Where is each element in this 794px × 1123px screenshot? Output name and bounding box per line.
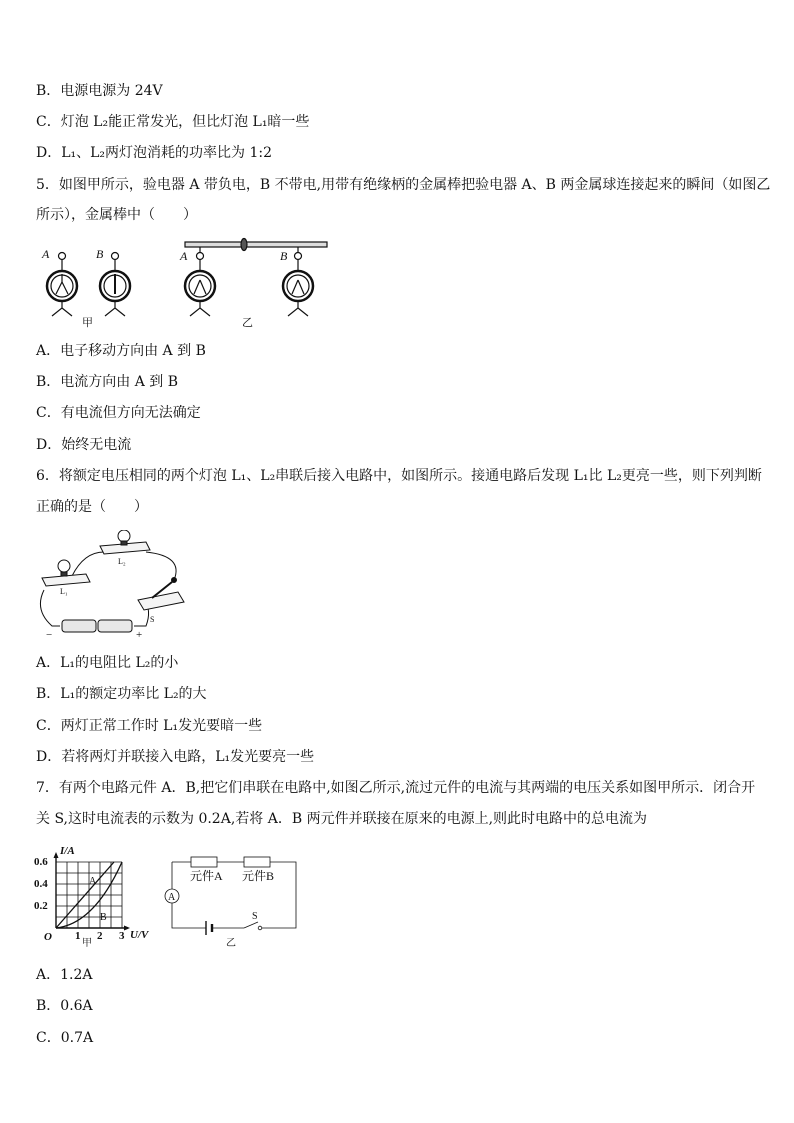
wire-left bbox=[40, 590, 60, 626]
element-b bbox=[244, 857, 270, 867]
option-d-q5: D．始终无电流 bbox=[36, 437, 132, 453]
label-b-jia: B bbox=[96, 247, 104, 261]
x-axis-label: U/V bbox=[130, 929, 149, 941]
question-7-line1: 7．有两个电路元件 A．B,把它们串联在电路中,如图乙所示,流过元件的电流与其两端的电压关系如图甲所示．闭合开 bbox=[36, 780, 756, 796]
figure-6-circuit bbox=[34, 530, 194, 642]
switch-base bbox=[138, 592, 184, 610]
ytick-0-2: 0.2 bbox=[34, 900, 48, 912]
label-a-jia: A bbox=[42, 247, 50, 261]
curve-a-label: A bbox=[89, 876, 97, 887]
question-6-line2: 正确的是（ ） bbox=[36, 499, 148, 515]
option-b-q7: B．0.6A bbox=[36, 998, 93, 1014]
question-6-line1: 6．将额定电压相同的两个灯泡 L₁、L₂串联后接入电路中，如图所示。接通电路后发现 L₁比 L₂更亮一些，则下列判断 bbox=[36, 468, 762, 484]
option-d-q4: D．L₁、L₂两灯泡消耗的功率比为 1:2 bbox=[36, 145, 273, 161]
caption-jia: 甲 bbox=[82, 317, 93, 328]
caption-yi: 乙 bbox=[242, 317, 253, 328]
option-c-q5: C．有电流但方向无法确定 bbox=[36, 405, 201, 421]
option-c-q7: C．0.7A bbox=[36, 1030, 94, 1046]
question-7-line2: 关 S,这时电流表的示数为 0.2A,若将 A．B 两元件并联接在原来的电源上,则此时电路中的总电流为 bbox=[36, 811, 648, 827]
option-b-q5: B．电流方向由 A 到 B bbox=[36, 374, 179, 390]
option-a-q6: A．L₁的电阻比 L₂的小 bbox=[36, 655, 179, 671]
label-l2: L₂ bbox=[118, 557, 126, 566]
caption-jia: 甲 bbox=[82, 938, 92, 949]
question-5-line1: 5．如图甲所示，验电器 A 带负电，B 不带电,用带有绝缘柄的金属棒把验电器 A、B 两金属球连接起来的瞬间（如图乙 bbox=[36, 177, 771, 193]
figure-7 bbox=[34, 842, 304, 950]
graph-grid bbox=[56, 862, 122, 928]
label-s: S bbox=[150, 615, 155, 624]
insulating-handle bbox=[241, 239, 247, 251]
ytick-0-4: 0.4 bbox=[34, 878, 48, 890]
option-c-q4: C．灯泡 L₂能正常发光，但比灯泡 L₁暗一些 bbox=[36, 114, 310, 130]
electroscope-b-jia bbox=[100, 253, 130, 317]
electroscope-a-jia bbox=[47, 253, 77, 317]
switch-label: S bbox=[252, 911, 258, 922]
option-c-q6: C．两灯正常工作时 L₁发光要暗一些 bbox=[36, 718, 263, 734]
label-l1: L₁ bbox=[60, 587, 68, 596]
option-b-q6: B．L₁的额定功率比 L₂的大 bbox=[36, 686, 207, 702]
element-a bbox=[191, 857, 217, 867]
option-a-q7: A．1.2A bbox=[36, 967, 93, 983]
curve-b-label: B bbox=[100, 912, 107, 923]
element-a-label: 元件A bbox=[190, 869, 223, 883]
wire-l2-switch bbox=[146, 552, 176, 580]
battery-2 bbox=[98, 620, 132, 632]
wire-l1-l2 bbox=[72, 552, 104, 576]
electroscope-a-yi bbox=[185, 247, 215, 316]
label-b-yi: B bbox=[280, 249, 288, 263]
option-b-q4: B．电源电源为 24V bbox=[36, 83, 163, 99]
xtick-2: 2 bbox=[97, 930, 103, 942]
electroscope-b-yi bbox=[283, 247, 313, 316]
switch-blade bbox=[244, 922, 258, 928]
xtick-3: 3 bbox=[119, 930, 125, 942]
label-plus: + bbox=[136, 629, 143, 641]
label-a-yi: A bbox=[180, 249, 188, 263]
metal-rod bbox=[185, 242, 327, 247]
label-minus: − bbox=[46, 629, 53, 641]
ytick-0-6: 0.6 bbox=[34, 856, 48, 868]
lamp-l2-bulb bbox=[118, 530, 130, 542]
figure-5-electroscopes bbox=[40, 236, 330, 328]
element-b-label: 元件B bbox=[242, 869, 275, 883]
lamp-l1-bulb bbox=[58, 560, 70, 572]
origin-label: O bbox=[44, 931, 52, 943]
xtick-1: 1 bbox=[75, 930, 81, 942]
ammeter-label: A bbox=[168, 892, 176, 903]
caption-yi: 乙 bbox=[226, 938, 236, 949]
question-5-line2: 所示），金属棒中（ ） bbox=[36, 207, 197, 223]
option-a-q5: A．电子移动方向由 A 到 B bbox=[36, 343, 206, 359]
battery-1 bbox=[62, 620, 96, 632]
y-axis-label: I/A bbox=[60, 845, 75, 857]
option-d-q6: D．若将两灯并联接入电路，L₁发光要亮一些 bbox=[36, 749, 315, 765]
